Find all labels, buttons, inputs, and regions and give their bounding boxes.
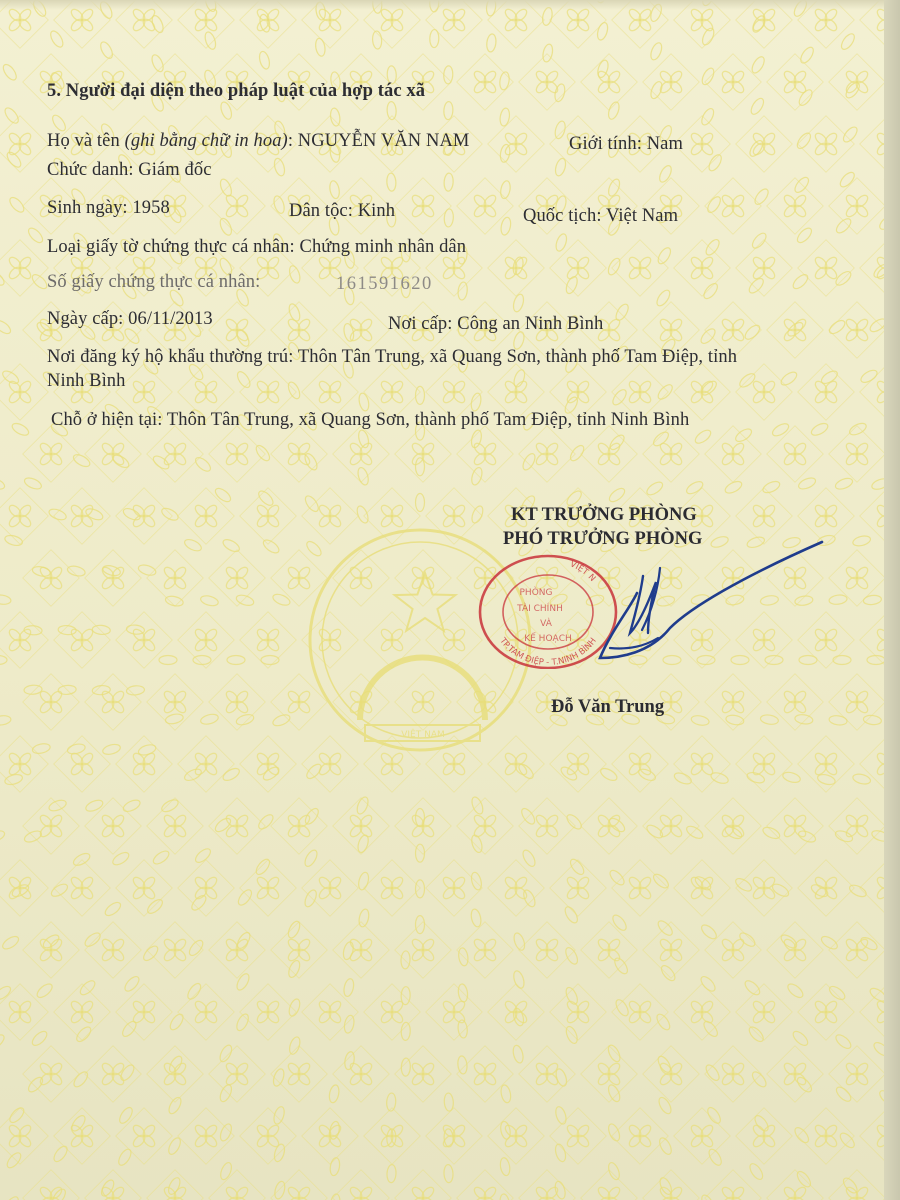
paper-right-edge — [884, 0, 900, 1200]
birth-value: 1958 — [132, 198, 170, 218]
ethnic-value: Kinh — [357, 201, 396, 221]
signature-title-line2: PHÓ TRƯỞNG PHÒNG — [503, 529, 703, 549]
issue-date-value: 06/11/2013 — [128, 309, 213, 329]
idnum-value-wrap — [336, 274, 433, 295]
section-heading-text: 5. Người đại diện theo pháp luật của hợp tác xã — [47, 81, 426, 101]
current-address-value: Thôn Tân Trung, xã Quang Sơn, thành phố Tam Điệp, tỉnh Ninh Bình — [166, 410, 690, 430]
perm-address-row — [47, 347, 737, 368]
birth-row — [47, 198, 170, 219]
gender-row — [569, 134, 683, 155]
issue-date-row — [47, 309, 213, 330]
signature-title-line1: KT TRƯỞNG PHÒNG — [511, 505, 697, 525]
emblem-text: VIỆT NAM — [401, 730, 445, 740]
idtype-row — [47, 237, 466, 258]
stamp-center-line1: PHÒNG — [519, 588, 553, 598]
nationality-value: Việt Nam — [605, 206, 679, 226]
stamp-center-line3: VÀ — [540, 619, 552, 629]
paper-top-edge — [0, 0, 900, 10]
perm-address-label: Nơi đăng ký hộ khẩu thường trú: — [47, 347, 298, 367]
perm-address-value-line1: Thôn Tân Trung, xã Quang Sơn, thành phố Tam Điệp, tỉnh — [297, 347, 738, 367]
title-value: Giám đốc — [138, 160, 212, 180]
gender-label: Giới tính: — [569, 134, 647, 154]
perm-address-value-line2: Ninh Bình — [47, 371, 126, 391]
title-label: Chức danh: — [47, 160, 139, 180]
name-separator: : — [287, 131, 298, 151]
nationality-label: Quốc tịch: — [523, 206, 606, 226]
name-hint: (ghi bằng chữ in hoa) — [124, 131, 288, 151]
current-address-label: Chỗ ở hiện tại: — [51, 410, 167, 430]
stamp-center-line2: TÀI CHÍNH — [517, 604, 563, 614]
issue-date-label: Ngày cấp: — [47, 309, 129, 329]
signer-name: Đỗ Văn Trung — [551, 697, 665, 717]
handwritten-signature — [590, 538, 830, 678]
current-address-row — [51, 410, 689, 431]
section-heading — [47, 81, 425, 102]
name-label: Họ và tên — [47, 131, 125, 151]
perm-address-row-2 — [47, 371, 126, 392]
idnum-value: 161591620 — [336, 274, 433, 294]
idtype-label: Loại giấy tờ chứng thực cá nhân: — [47, 237, 300, 257]
stamp-outer-bottom-text: TP.TAM ĐIỆP - T.NINH BÌNH — [497, 636, 599, 669]
birth-label: Sinh ngày: — [47, 198, 133, 218]
issue-place-value: Công an Ninh Bình — [457, 314, 604, 334]
nationality-row — [523, 206, 678, 227]
stamp-center-line4: KẾ HOẠCH — [524, 634, 572, 644]
idnum-label: Số giấy chứng thực cá nhân: — [47, 272, 261, 292]
title-row — [47, 160, 212, 181]
gender-value: Nam — [646, 134, 683, 154]
name-row — [47, 131, 469, 152]
stamp-outer-top-text: VIỆT N — [568, 559, 598, 584]
name-value: NGUYỄN VĂN NAM — [297, 131, 470, 151]
issue-place-label: Nơi cấp: — [388, 314, 458, 334]
ethnic-row — [289, 201, 395, 222]
ethnic-label: Dân tộc: — [289, 201, 358, 221]
idnum-row — [47, 272, 260, 293]
issue-place-row — [388, 314, 603, 335]
idtype-value: Chứng minh nhân dân — [299, 237, 467, 257]
